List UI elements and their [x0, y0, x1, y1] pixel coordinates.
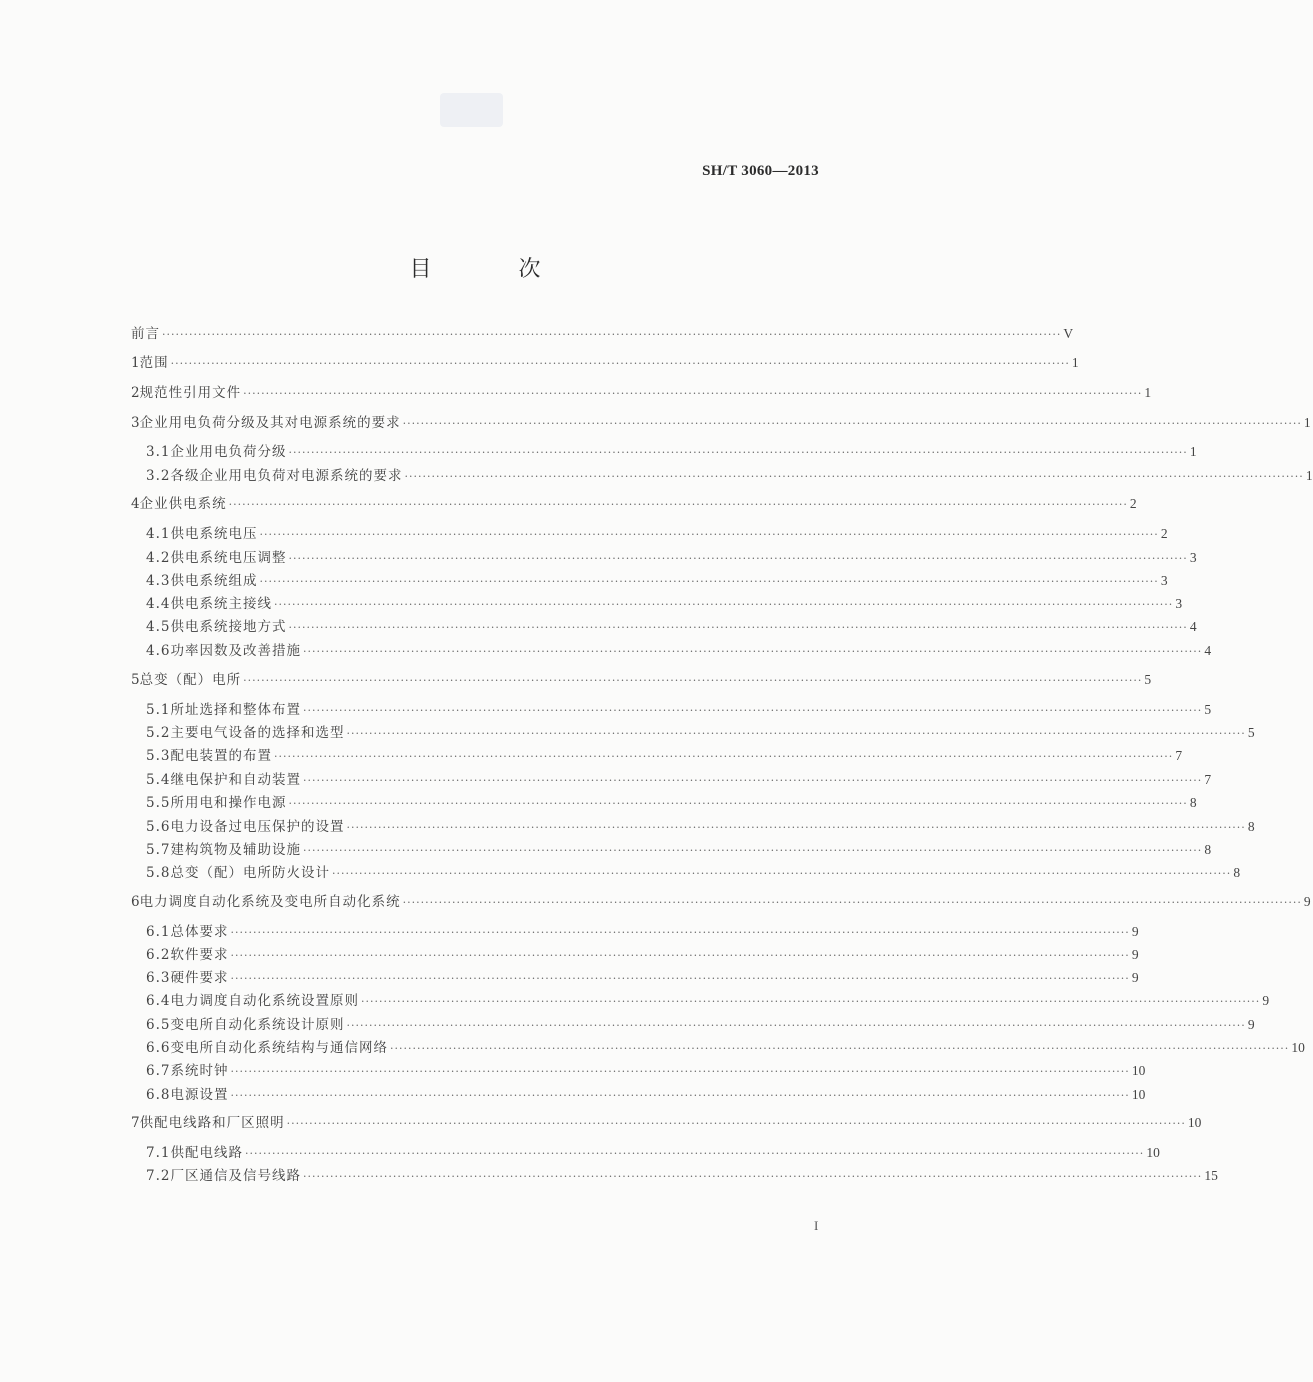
toc-entry-title: 供电系统电压 [170, 526, 258, 542]
toc-entry-number: 5 [131, 672, 140, 688]
toc-entry-title: 总变（配）电所 [139, 672, 242, 688]
toc-entry-number: 6.6 [146, 1040, 171, 1056]
toc-entry[interactable] [146, 1038, 1305, 1058]
toc-dot-leader: ········································································································································································································ [273, 750, 1174, 763]
toc-dot-leader: ········································································································································································································ [230, 1089, 1130, 1102]
toc-entry-number: 6.4 [146, 993, 171, 1009]
toc-entry-page: 5 [1144, 672, 1152, 687]
toc-entry[interactable] [146, 548, 1197, 568]
toc-entry-title: 电源设置 [170, 1087, 229, 1103]
toc-entry-title: 供电系统接地方式 [170, 619, 287, 635]
toc-entry-page: 9 [1247, 1017, 1255, 1032]
toc-entry-title: 企业供电系统 [139, 496, 227, 512]
toc-entry[interactable] [146, 770, 1212, 790]
toc-entry[interactable] [146, 991, 1270, 1011]
toc-entry-number: 4.6 [146, 643, 171, 659]
toc-entry-number: 2 [131, 385, 140, 401]
toc-entry-number: 7.2 [146, 1168, 171, 1184]
toc-entry-number: 5.7 [146, 842, 171, 858]
toc-entry[interactable] [146, 524, 1168, 544]
page-title: 目 次 [409, 257, 581, 282]
toc-dot-leader: ········································································································································································································ [288, 621, 1188, 634]
toc-entry-title: 供配电线路 [170, 1145, 243, 1161]
toc-entry[interactable] [146, 968, 1139, 988]
toc-entry[interactable] [131, 413, 1311, 433]
toc-entry-title: 供电系统电压调整 [170, 550, 287, 566]
toc-entry-page: 3 [1189, 550, 1197, 565]
toc-entry[interactable] [146, 594, 1183, 614]
toc-dot-leader: ········································································································································································································ [302, 844, 1203, 857]
toc-entry[interactable] [146, 817, 1255, 837]
toc-dot-leader: ········································································································································································································ [402, 896, 1302, 909]
toc-dot-leader: ········································································································································································································ [230, 926, 1130, 939]
toc-dot-leader: ········································································································································································································ [288, 446, 1188, 459]
toc-entry-title: 系统时钟 [170, 1063, 229, 1079]
toc-entry-title: 企业用电负荷分级 [170, 444, 287, 460]
toc-entry-number: 6 [131, 894, 140, 910]
toc-entry-page: 8 [1233, 865, 1241, 880]
toc-entry-page: 9 [1131, 970, 1139, 985]
toc-entry-page: 4 [1204, 643, 1212, 658]
toc-entry-number: 7.1 [146, 1145, 171, 1161]
toc-entry-title: 企业用电负荷分级及其对电源系统的要求 [139, 415, 401, 431]
toc-entry-page: 10 [1146, 1145, 1160, 1160]
toc-entry-number: 4.3 [146, 573, 171, 589]
toc-entry-title: 建构筑物及辅助设施 [170, 842, 301, 858]
toc-entry-number: 5.5 [146, 795, 171, 811]
toc-entry-title: 主要电气设备的选择和选型 [170, 725, 345, 741]
toc-entry-page: 9 [1303, 894, 1311, 909]
toc-entry[interactable] [146, 793, 1197, 813]
toc-entry[interactable] [146, 700, 1212, 720]
toc-entry-page: 3 [1160, 573, 1168, 588]
toc-dot-leader: ········································································································································································································ [162, 328, 1062, 341]
toc-dot-leader: ········································································································································································································ [170, 357, 1070, 370]
toc-entry-page: 10 [1131, 1063, 1146, 1078]
toc-entry-page: 9 [1131, 947, 1139, 962]
toc-entry[interactable] [146, 863, 1241, 883]
toc-entry-page: 9 [1131, 924, 1139, 939]
toc-entry-number: 1 [131, 355, 140, 371]
toc-dot-leader: ········································································································································································································ [259, 528, 1159, 541]
toc-entry-page: 8 [1189, 795, 1197, 810]
toc-entry[interactable] [131, 892, 1311, 912]
toc-entry-page: 1 [1303, 415, 1311, 430]
toc-dot-leader: ········································································································································································································ [288, 552, 1188, 565]
toc-dot-leader: ········································································································································································································ [230, 972, 1130, 985]
toc-entry-number: 6.1 [146, 924, 171, 940]
toc-entry-number: 4.5 [146, 619, 171, 635]
toc-entry-number: 5.3 [146, 748, 171, 764]
toc-entry[interactable] [146, 840, 1212, 860]
toc-entry[interactable] [146, 571, 1168, 591]
toc-entry-title: 功率因数及改善措施 [170, 643, 301, 659]
toc-entry-number: 6.5 [146, 1017, 171, 1033]
toc-entry-page: 1 [1071, 355, 1079, 370]
toc-entry-title: 供配电线路和厂区照明 [139, 1115, 285, 1131]
toc-entry-title: 供电系统组成 [170, 573, 258, 589]
toc-dot-leader: ········································································································································································································ [346, 1019, 1246, 1032]
scan-smudge [440, 93, 503, 127]
toc-entry-page: 7 [1175, 748, 1183, 763]
toc-dot-leader: ········································································································································································································ [288, 797, 1188, 810]
toc-dot-leader: ········································································································································································································ [302, 774, 1203, 787]
toc-dot-leader: ········································································································································································································ [259, 575, 1159, 588]
toc-entry-page: 10 [1291, 1040, 1305, 1055]
toc-entry-page: 1 [1305, 468, 1313, 483]
toc-entry-number: 6.2 [146, 947, 171, 963]
toc-entry-page: V [1063, 326, 1074, 341]
toc-entry-number: 3.2 [146, 468, 171, 484]
toc-entry[interactable] [146, 1143, 1160, 1163]
toc-dot-leader: ········································································································································································································ [273, 598, 1174, 611]
toc-entry-title: 继电保护和自动装置 [170, 772, 301, 788]
toc-entry-number: 6.8 [146, 1087, 171, 1103]
toc-dot-leader: ········································································································································································································ [230, 1065, 1130, 1078]
toc-entry[interactable] [146, 746, 1183, 766]
toc-dot-leader: ········································································································································································································ [402, 417, 1302, 430]
toc-entry-number: 4 [131, 496, 140, 512]
toc-entry-number: 4.2 [146, 550, 171, 566]
toc-entry-page: 10 [1131, 1087, 1146, 1102]
toc-dot-leader: ········································································································································································································ [404, 470, 1304, 483]
toc-entry-number: 3 [131, 415, 140, 431]
toc-entry-title: 各级企业用电负荷对电源系统的要求 [170, 468, 403, 484]
toc-entry-number: 5.8 [146, 865, 171, 881]
toc-entry-title: 变电所自动化系统结构与通信网络 [170, 1040, 388, 1056]
toc-dot-leader: ········································································································································································································ [360, 995, 1261, 1008]
toc-entry-number: 4.4 [146, 596, 171, 612]
toc-entry-title: 供电系统主接线 [170, 596, 272, 612]
toc-entry[interactable] [146, 1015, 1255, 1035]
toc-entry[interactable] [146, 1166, 1218, 1186]
toc-entry-page: 7 [1204, 772, 1212, 787]
toc-entry-page: 8 [1204, 842, 1212, 857]
toc-entry[interactable] [146, 1061, 1146, 1081]
toc-entry-title: 变电所自动化系统设计原则 [170, 1017, 345, 1033]
toc-entry-title: 范围 [139, 355, 169, 371]
toc-entry-page: 5 [1247, 725, 1255, 740]
toc-entry-number: 5.2 [146, 725, 171, 741]
toc-entry[interactable] [131, 383, 1152, 403]
toc-entry-page: 9 [1262, 993, 1270, 1008]
toc-entry[interactable] [146, 945, 1139, 965]
toc-entry-title: 厂区通信及信号线路 [170, 1168, 301, 1184]
toc-entry-title: 硬件要求 [170, 970, 229, 986]
toc-entry[interactable] [146, 723, 1255, 743]
toc-entry-title: 电力调度自动化系统设置原则 [170, 993, 359, 1009]
toc-entry[interactable] [146, 617, 1197, 637]
toc-entry-page: 1 [1144, 385, 1152, 400]
toc-dot-leader: ········································································································································································································ [389, 1042, 1290, 1055]
toc-entry-page: 1 [1189, 444, 1197, 459]
toc-entry-number: 5.1 [146, 702, 171, 718]
toc-entry-page: 15 [1204, 1168, 1218, 1183]
toc-entry-title: 总体要求 [170, 924, 229, 940]
toc-entry-page: 3 [1175, 596, 1183, 611]
toc-entry-title: 配电装置的布置 [170, 748, 272, 764]
toc-entry[interactable] [131, 324, 1074, 344]
page-number: I [814, 1218, 819, 1233]
toc-dot-leader: ········································································································································································································ [230, 949, 1130, 962]
toc-entry[interactable] [146, 442, 1197, 462]
toc-entry[interactable] [131, 494, 1137, 514]
toc-entry[interactable] [146, 466, 1313, 486]
toc-entry-number: 6.7 [146, 1063, 171, 1079]
toc-entry[interactable] [146, 1085, 1146, 1105]
toc-entry[interactable] [131, 1113, 1202, 1133]
toc-entry[interactable] [146, 641, 1212, 661]
toc-entry-number: 7 [131, 1115, 140, 1131]
toc-entry-title: 前言 [131, 326, 160, 342]
toc-entry-title: 所用电和操作电源 [170, 795, 287, 811]
toc-entry-number: 5.4 [146, 772, 171, 788]
toc-dot-leader: ········································································································································································································ [346, 727, 1246, 740]
toc-dot-leader: ········································································································································································································ [286, 1117, 1186, 1130]
toc-entry-title: 所址选择和整体布置 [170, 702, 301, 718]
toc-dot-leader: ········································································································································································································ [243, 387, 1143, 400]
toc-dot-leader: ········································································································································································································ [244, 1147, 1145, 1160]
toc-dot-leader: ········································································································································································································ [302, 704, 1203, 717]
toc-entry-title: 电力调度自动化系统及变电所自动化系统 [139, 894, 401, 910]
toc-dot-leader: ········································································································································································································ [346, 821, 1246, 834]
toc-dot-leader: ········································································································································································································ [302, 1170, 1203, 1183]
toc-entry-title: 软件要求 [170, 947, 229, 963]
toc-entry[interactable] [146, 922, 1139, 942]
toc-dot-leader: ········································································································································································································ [228, 498, 1128, 511]
toc-entry-page: 2 [1160, 526, 1168, 541]
toc-entry-page: 4 [1189, 619, 1197, 634]
toc-entry-title: 规范性引用文件 [139, 385, 242, 401]
toc-dot-leader: ········································································································································································································ [331, 867, 1232, 880]
toc-dot-leader: ········································································································································································································ [302, 645, 1203, 658]
toc-entry[interactable] [131, 353, 1079, 373]
toc-entry-number: 4.1 [146, 526, 171, 542]
toc-entry-page: 5 [1204, 702, 1212, 717]
toc-dot-leader: ········································································································································································································ [243, 674, 1143, 687]
toc-entry-number: 3.1 [146, 444, 171, 460]
toc-entry-page: 10 [1187, 1115, 1202, 1130]
toc-entry-title: 总变（配）电所防火设计 [170, 865, 330, 881]
toc-entry-title: 电力设备过电压保护的设置 [170, 819, 345, 835]
toc-entry[interactable] [131, 670, 1152, 690]
standard-number: SH/T 3060—2013 [702, 163, 819, 179]
toc-entry-number: 6.3 [146, 970, 171, 986]
toc-entry-page: 2 [1129, 496, 1137, 511]
toc-entry-page: 8 [1247, 819, 1255, 834]
toc-entry-number: 5.6 [146, 819, 171, 835]
